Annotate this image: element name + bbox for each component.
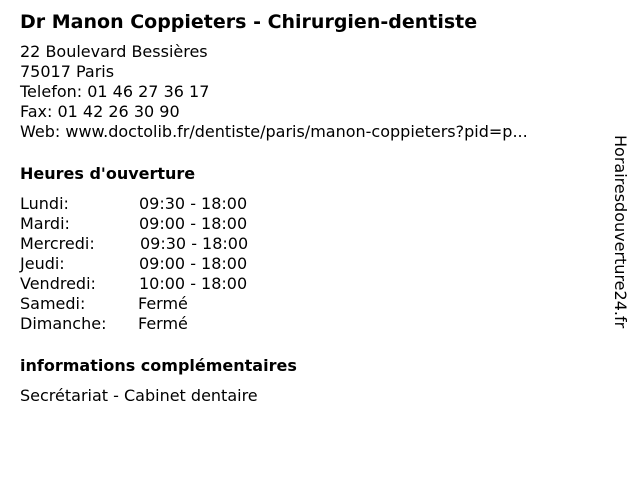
business-info <box>20 10 600 406</box>
day-label: Lundi: <box>20 194 69 213</box>
fax-number: Fax: 01 42 26 30 90 <box>20 102 180 121</box>
phone-number[interactable]: Telefon: 01 46 27 36 17 <box>20 82 210 101</box>
hours-value: 09:30 - 18:00 <box>140 234 249 253</box>
day-label: Samedi: <box>20 294 86 313</box>
day-label: Dimanche: <box>20 314 107 333</box>
day-label: Jeudi: <box>20 254 65 273</box>
hours-value: Fermé <box>138 294 188 313</box>
website-link[interactable]: Web: www.doctolib.fr/dentiste/paris/manon-coppieters?pid=p... <box>20 122 528 141</box>
hours-row-samedi <box>20 294 600 314</box>
additional-info-heading: informations complémentaires <box>20 356 297 375</box>
day-label: Mercredi: <box>20 234 95 253</box>
hours-row-lundi <box>20 194 600 214</box>
hours-row-dimanche <box>20 314 600 334</box>
address-street: 22 Boulevard Bessières <box>20 42 208 61</box>
hours-value: Fermé <box>138 314 188 333</box>
additional-info-text: Secrétariat - Cabinet dentaire <box>20 386 258 405</box>
hours-value: 09:00 - 18:00 <box>139 254 248 273</box>
hours-row-vendredi <box>20 274 600 294</box>
hours-row-jeudi <box>20 254 600 274</box>
hours-row-mercredi <box>20 234 600 254</box>
hours-row-mardi <box>20 214 600 234</box>
site-watermark <box>602 135 638 375</box>
watermark-text: Horairesdouverture24.fr <box>611 135 630 329</box>
page-title: Dr Manon Coppieters - Chirurgien-dentiste <box>20 11 478 33</box>
opening-hours-list <box>20 194 600 334</box>
hours-value: 09:30 - 18:00 <box>139 194 248 213</box>
hours-value: 09:00 - 18:00 <box>139 214 248 233</box>
day-label: Vendredi: <box>20 274 96 293</box>
day-label: Mardi: <box>20 214 70 233</box>
address-city: 75017 Paris <box>20 62 115 81</box>
hours-value: 10:00 - 18:00 <box>139 274 248 293</box>
opening-hours-heading: Heures d'ouverture <box>20 164 196 183</box>
